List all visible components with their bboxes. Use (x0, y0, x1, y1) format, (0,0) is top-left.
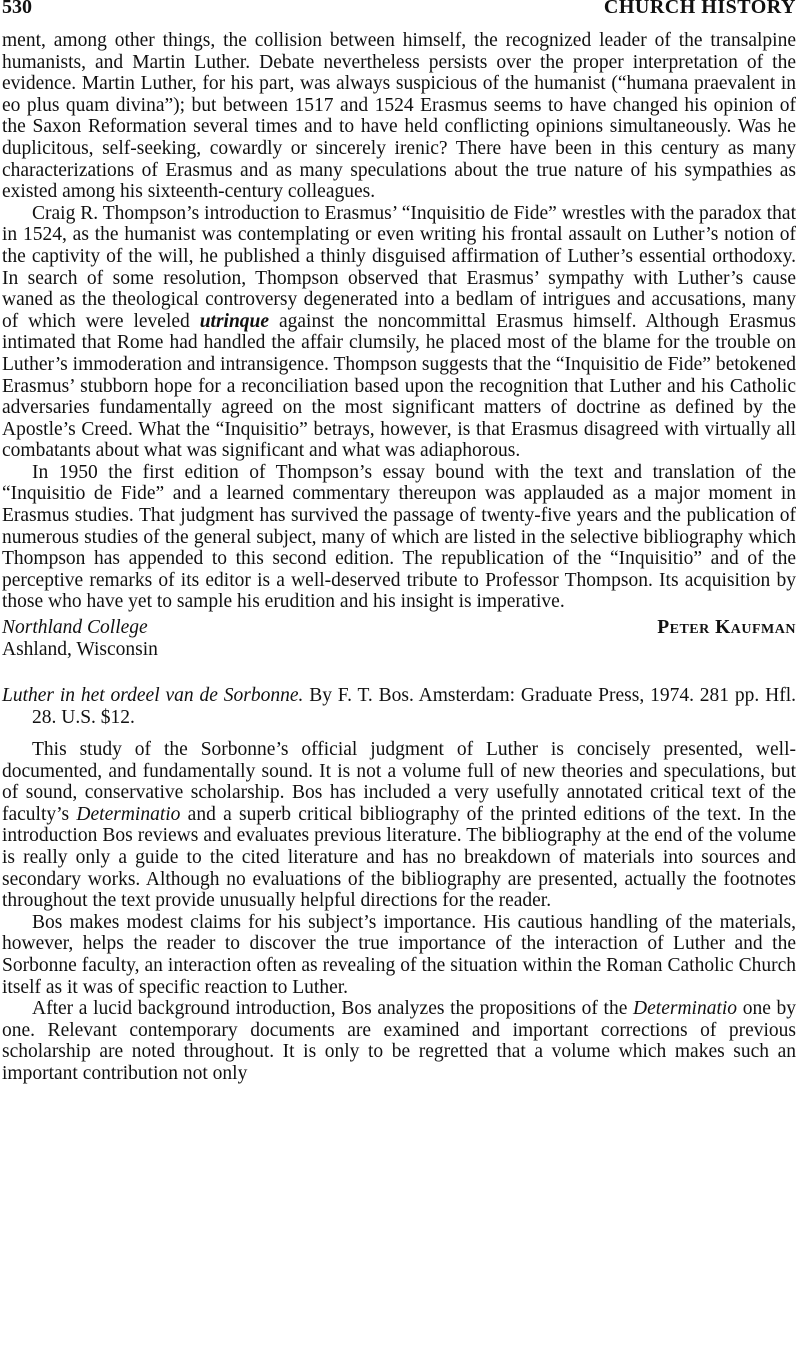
review-kaufman (2, 30, 796, 661)
paragraph-text: one by one. Relevant contemporary documents are examined and important corrections of previous scholarship are noted throughout. It is only to be regretted that a volume which makes such an important contribution not only (2, 998, 796, 1084)
paragraph (2, 739, 796, 912)
reviewer-signature (2, 617, 796, 661)
paragraph (2, 462, 796, 613)
reviewer-institution: Northland College (2, 617, 148, 639)
paragraph-text: This study of the Sorbonne’s official judgment of Luther is concisely presented, well-documented, and fundamentally sound. It is not a volume full of new theories and speculations, but of sound, conservative scholarship. Bos has included a very usefully annotated critical text of the faculty’s (2, 739, 796, 825)
paragraph-text: In 1950 the first edition of Thompson’s essay bound with the text and translation of the “Inquisitio de Fide” and a learned commentary thereupon was applauded as a major moment in Erasmus studies. That judgment has survived the passage of twenty-five years and the publication of numerous studies of the general subject, many of which are listed in the selective bibliography which Thompson has appended to this second edition. The republication of the “Inquisitio” and of the perceptive remarks of its editor is a well-deserved tribute to Professor Thompson. Its acquisition by those who have yet to sample his erudition and his insight is imperative. (2, 461, 796, 613)
paragraph (2, 30, 796, 203)
paragraph-text: Bos makes modest claims for his subject’s importance. His cautious handling of the materials, however, helps the reader to discover the true importance of the interaction of Luther and the Sorbonne faculty, an interaction often as revealing of the situation within the Roman Catholic Church itself as it was of specific reaction to Luther. (2, 911, 796, 998)
reviewer-location: Ashland, Wisconsin (2, 639, 158, 661)
paragraph (2, 998, 796, 1084)
paragraph (2, 912, 796, 998)
journal-title: CHURCH HISTORY (603, 0, 796, 18)
reviewer-name: Peter Kaufman (657, 617, 796, 639)
review-heading (2, 685, 796, 729)
italic-term: utrinque (199, 310, 270, 332)
paragraph-text: Craig R. Thompson’s introduction to Erasmus’ “Inquisitio de Fide” wrestles with the paradox that in 1524, as the humanist was contemplating or even writing his frontal assault on Luther’s notion of the captivity of the will, he published a thinly disguised affirmation of Luther’s essential orthodoxy. In search of some resolution, Thompson observed that Erasmus’ sympathy with Luther’s cause waned as the theological controversy degenerated into a bedlam of intrigues and accusations, many of which were leveled (2, 202, 796, 332)
running-head (2, 0, 796, 30)
review-bos (2, 739, 796, 1085)
paragraph-text: After a lucid background introduction, Bos analyzes the propositions of the (32, 998, 634, 1020)
paragraph-text: ment, among other things, the collision between himself, the recognized leader of the transalpine humanists, and Martin Luther. Debate nevertheless persists over the proper interpretation of the evidence. Martin Luther, for his part, was always suspicious of the humanist (“humana praevalent in eo plus quam divina”); but between 1517 and 1524 Erasmus seems to have changed his opinion of the Saxon Reformation several times and to have held conflicting opinions simultaneously. Was he duplicitous, self-seeking, cowardly or sincerely irenic? There have been in this century as many characterizations of Erasmus and as many speculations about the true nature of his sympathies as existed among his sixteenth-century colleagues. (2, 30, 796, 203)
paragraph (2, 203, 796, 462)
page-number: 530 (2, 0, 32, 18)
book-title: Luther in het ordeel van de Sorbonne. (2, 685, 304, 707)
italic-term: Determinatio (76, 803, 181, 825)
paragraph-text: against the noncommittal Erasmus himself. Although Erasmus intimated that Rome had handled the affair clumsily, he placed most of the blame for the trouble on Luther’s immoderation and intransigence. Thompson suggests that the “Inquisitio de Fide” betokened Erasmus’ stubborn hope for a reconciliation based upon the recognition that Luther and his Catholic adversaries fundamentally agreed on the most significant matters of doctrine as defined by the Apostle’s Creed. What the “Inquisitio” betrays, however, is that Erasmus disagreed with virtually all combatants about what was significant and what was adiaphorous. (2, 310, 796, 462)
book-details: By F. T. Bos. Amsterdam: Graduate Press, 1974. 281 pp. Hfl. 28. U.S. $12. (32, 685, 796, 729)
paragraph-text: and a superb critical bibliography of the printed editions of the text. In the introduction Bos reviews and evaluates previous literature. The bibliography at the end of the volume is really only a guide to the cited literature and has no breakdown of materials into sources and secondary works. Although no evaluations of the bibliography are presented, actually the footnotes throughout the text provide unusually helpful directions for the reader. (2, 803, 796, 912)
italic-term: Determinatio (633, 998, 738, 1020)
